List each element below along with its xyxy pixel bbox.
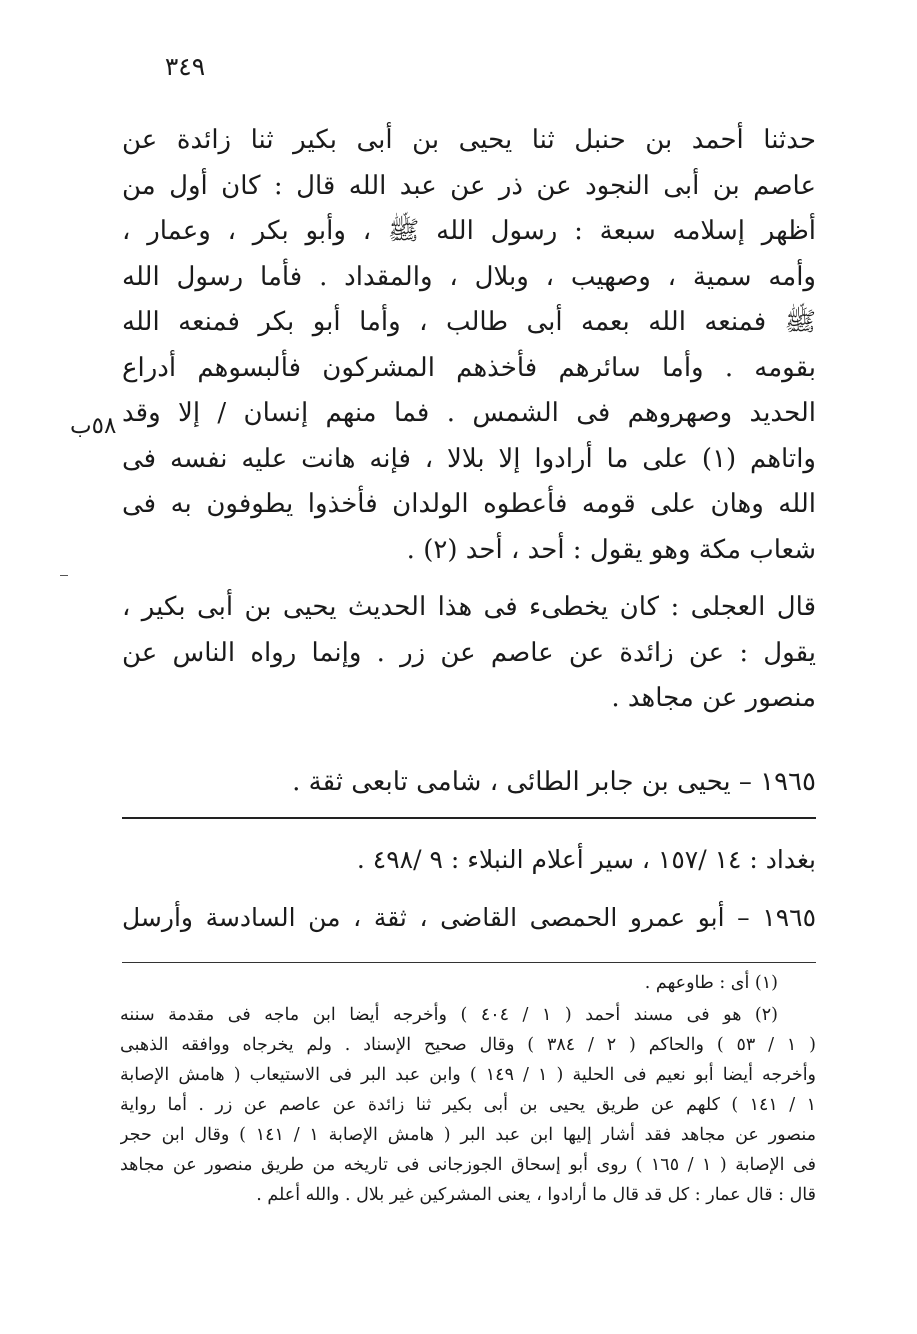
source-line: بغداد : ١٤ /١٥٧ ، سير أعلام النبلاء : ٩ /٤٩٨ . [356,845,816,874]
text-line: قال العجلى : كان يخطىء فى هذا الحديث يحيى بن أبى بكير ، [122,592,816,622]
footnote-line: وأخرجه أيضا أبو نعيم فى الحلية ( ١ / ١٤٩ ) وابن عبد البر فى الاستيعاب ( هامش الإصابة [120,1065,816,1085]
text-line: ﷺ فمنعه الله بعمه أبى طالب ، وأما أبو بكر فمنعه الله [122,307,816,337]
biography-entry-heading: ١٩٦٥ – يحيى بن جابر الطائى ، شامى تابعى ثقة . [292,767,816,797]
footnote-line: ( ١ / ٥٣ ) والحاكم ( ٢ / ٣٨٤ ) وقال صحيح الإسناد . ولم يخرجاه ووافقه الذهبى [120,1035,816,1055]
text-line: شعاب مكة وهو يقول : أحد ، أحد (٢) . [406,534,816,565]
commentary-paragraph [122,585,816,722]
page-number: ٣٤٩ [164,52,206,81]
text-line: وأمه سمية ، وصهيب ، وبلال ، والمقداد . فأما رسول الله [122,261,816,292]
text-line: حدثنا أحمد بن حنبل ثنا يحيى بن أبى بكير ثنا زائدة عن [122,125,816,155]
text-line: الحديد وصهروهم فى الشمس . فما منهم إنسان / إلا وقد [122,398,816,428]
manuscript-folio-marker: ٥٨ب [70,413,117,439]
footnote-divider [122,962,816,963]
scan-mark [60,575,68,576]
text-line: بقومه . وأما سائرهم فأخذهم المشركون فألبسوهم أدراع [122,352,816,383]
source-line: ١٩٦٥ – أبو عمرو الحمصى القاضى ، ثقة ، من السادسة وأرسل [122,903,816,932]
source-references [122,838,816,940]
hadith-paragraph [122,118,816,573]
footnote-line: منصور عن مجاهد فقد أشار إليها ابن عبد البر ( هامش الإصابة ١ / ١٤١ ) وقال ابن حجر [120,1125,816,1145]
main-text-body [122,118,816,722]
section-divider [122,817,816,819]
footnote-line: فى الإصابة ( ١ / ١٦٥ ) روى أبو إسحاق الجوزجانى فى تاريخه من طريق منصور عن مجاهد [120,1155,816,1175]
footnote-line: ١ / ١٤١ ) كلهم عن طريق يحيى بن أبى بكير ثنا زائدة عن عاصم عن زر . أما رواية [120,1095,816,1115]
text-line: عاصم بن أبى النجود عن ذر عن عبد الله قال : كان أول من [122,170,816,201]
text-line: واتاهم (١) على ما أرادوا إلا بلالا ، فإنه هانت عليه نفسه فى [122,443,816,474]
footnote-line: (١) أى : طاوعهم . [644,973,778,993]
text-line: الله وهان على قومه فأعطوه الولدان فأخذوا يطوفون به فى [122,489,816,519]
footnote-2 [120,1000,816,1210]
footnote-line: (٢) هو فى مسند أحمد ( ١ / ٤٠٤ ) وأخرجه أيضا ابن ماجه فى مقدمة سننه [120,1005,778,1025]
text-line: أظهر إسلامه سبعة : رسول الله ﷺ ، وأبو بكر ، وعمار ، [122,216,816,246]
footnote-1 [120,968,816,998]
footnotes [120,968,816,1210]
text-line: منصور عن مجاهد . [611,683,816,713]
text-line: يقول : عن زائدة عن عاصم عن زر . وإنما رواه الناس عن [122,637,816,668]
footnote-line: قال : قال عمار : كل قد قال ما أرادوا ، يعنى المشركين غير بلال . والله أعلم . [256,1185,816,1205]
